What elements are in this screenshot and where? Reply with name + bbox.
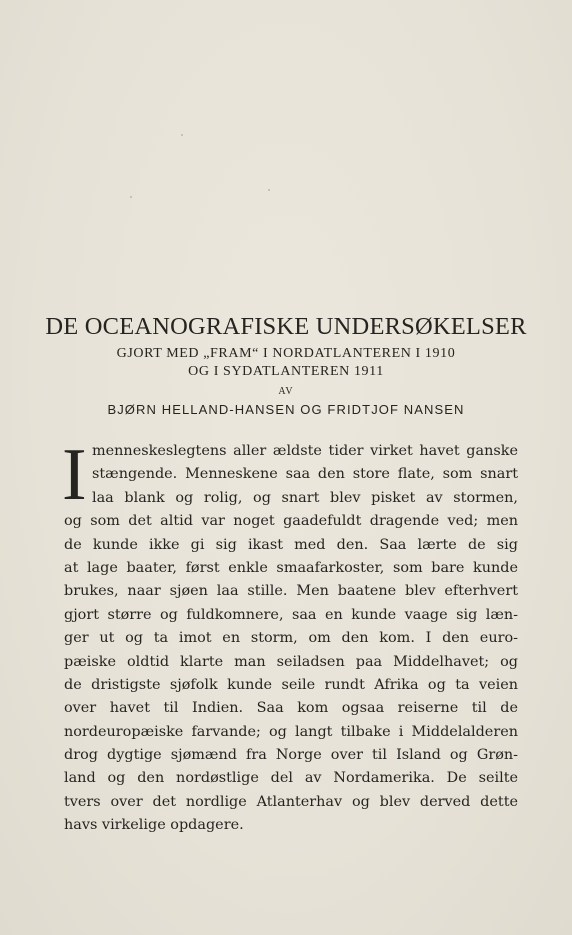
body-line: laa blank og rolig, og snart blev pisket av stormen, xyxy=(92,489,518,506)
body-line: ger ut og ta imot en storm, om den kom. I den euro- xyxy=(64,630,518,647)
body-line: brukes, naar sjøen laa stille. Men baatene blev efterhvert xyxy=(64,583,518,600)
body-line: land og den nordøstlige del av Nordamerika. De seilte xyxy=(64,770,518,787)
drop-cap: I xyxy=(62,434,87,516)
body-line: nordeuropæiske farvande; og langt tilbake i Middelalderen xyxy=(64,723,518,740)
page-title: DE OCEANOGRAFISKE UNDERSØKELSER xyxy=(45,313,527,340)
subtitle-line-1: GJORT MED „FRAM“ I NORDATLANTEREN I 1910 xyxy=(116,346,456,361)
body-line: at lage baater, først enkle smaafarkoster, som bare kunde xyxy=(64,559,518,576)
body-paragraph xyxy=(62,434,518,838)
paper-speck xyxy=(181,134,183,136)
body-line: tvers over det nordlige Atlanterhav og blev derved dette xyxy=(64,793,518,810)
body-line: menneskeslegtens aller ældste tider virket havet ganske xyxy=(92,443,518,459)
body-line: gjort større og fuldkomnere, saa en kunde vaage sig læn- xyxy=(64,606,518,623)
body-line: havs virkelige opdagere. xyxy=(64,817,244,834)
body-line: stængende. Menneskene saa den store flate, som snart xyxy=(92,466,518,483)
subtitle-line-2: OG I SYDATLANTEREN 1911 xyxy=(188,364,384,379)
paper-speck xyxy=(268,189,270,191)
body-line: de kunde ikke gi sig ikast med den. Saa lærte de sig xyxy=(64,536,518,553)
body-line: pæiske oldtid klarte man seiladsen paa Middelhavet; og xyxy=(64,653,518,670)
body-line: og som det altid var noget gaadefuldt dragende ved; men xyxy=(64,513,518,530)
paper-speck xyxy=(130,196,132,198)
body-line: drog dygtige sjømænd fra Norge over til Island og Grøn- xyxy=(64,747,518,764)
authors: BJØRN HELLAND-HANSEN OG FRIDTJOF NANSEN xyxy=(107,402,465,417)
body-line: over havet til Indien. Saa kom ogsaa reiserne til de xyxy=(64,700,518,717)
byline-av: AV xyxy=(278,386,294,397)
body-line: de dristigste sjøfolk kunde seile rundt Afrika og ta veien xyxy=(64,676,518,693)
